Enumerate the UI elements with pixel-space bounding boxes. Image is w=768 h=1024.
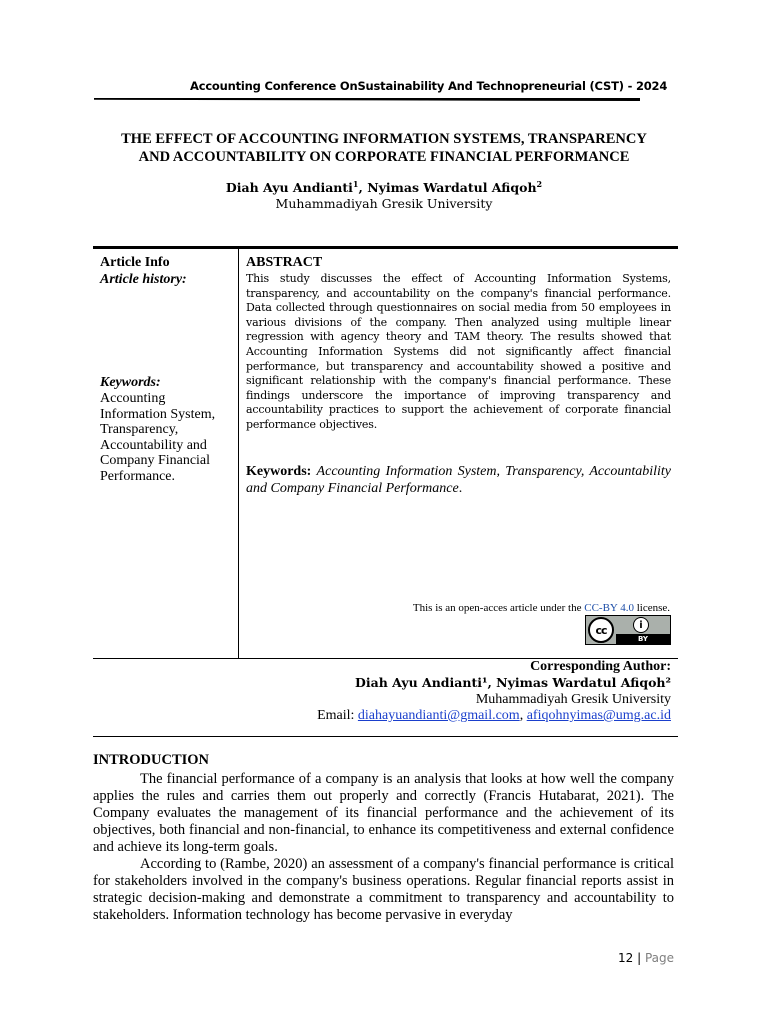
abstract-heading: ABSTRACT [246,255,323,270]
corresponding-author-emails [171,708,671,724]
introduction-heading: INTRODUCTION [93,752,210,768]
author-2: Nyimas Wardatul Afiqoh [367,180,537,195]
running-header: Accounting Conference OnSustainability And Technopreneurial (CST) - 2024 [190,79,668,93]
page-number: 12 [617,951,634,965]
by-label: BY [616,634,670,644]
license-link[interactable]: CC-BY 4.0 [584,602,634,614]
article-info-keywords-heading: Keywords: [100,375,161,390]
paper-title [94,130,674,166]
author-sep: , [358,180,368,195]
abstract-text: This study discusses the effect of Accounting Information Systems, transparency, and accountability on the company's financial performance. Data collected through questionnaires on social media from 50 employees in various divisions of the company. Then analyzed using multiple linear regression with agency theory and TAM theory. The results showed that Accounting Information Systems did not significantly affect financial performance, but transparency and accountability showed a positive and significant relationship with the company's financial performance. These findings underscore the importance of improving transparency and accountability practices to support the achievement of corporate financial performance objectives. [246,272,671,431]
corresponding-author-affiliation: Muhammadiyah Gresik University [475,691,671,707]
author-1-sup: 1 [352,178,359,189]
table-column-separator [238,249,239,659]
license-note [413,602,670,614]
page-separator: | [633,951,645,965]
abstract-keywords [246,463,671,497]
header-rule [94,98,640,101]
table-top-rule [93,246,678,249]
corresponding-author-block [171,659,671,724]
introduction-paragraph-2: According to (Rambe, 2020) an assessment of a company's financial performance is critical for stakeholders involved in the company's business operations. Regular financial reports assist in strategic decision-making and demonstrate a commitment to transparency and accountability to stakeholders. Information technology has become pervasive in everyday [93,856,674,923]
page-label: Page [644,951,674,965]
license-prefix: This is an open-acces article under the [412,602,585,614]
article-info-heading: Article Info [100,255,170,270]
introduction-body [93,771,674,924]
abstract-keywords-text: Accounting Information System, Transparency, Accountability and Company Financial Performance [246,464,672,496]
email-link-2[interactable]: afiqohnyimas@umg.ac.id [526,707,671,723]
attribution-icon: i [633,617,649,633]
author-2-sup: 2 [536,178,543,189]
introduction-paragraph-1: The financial performance of a company is an analysis that looks at how well the company applies the rules and carries them out properly and correctly (Francis Hutabarat, 2021). The Company evaluates the management of its financial performance and the achievement of its objectives, both financial and non-financial, to enhance its competitiveness and external confidence and achieve its long-term goals. [93,771,674,855]
cc-icon: cc [588,617,614,643]
email-label: Email: [317,707,358,723]
license-suffix: license. [633,602,670,614]
title-line-1: THE EFFECT OF ACCOUNTING INFORMATION SYSTEMS, TRANSPARENCY [121,131,647,147]
title-line-2: AND ACCOUNTABILITY ON CORPORATE FINANCIAL PERFORMANCE [138,149,630,165]
author-list [94,180,674,195]
abstract-keywords-label: Keywords: [246,464,312,479]
email-link-1[interactable]: diahayuandianti@gmail.com [357,707,520,723]
corresponding-author-names: Diah Ayu Andianti¹, Nyimas Wardatul Afiqoh² [355,675,671,691]
corresponding-author-label: Corresponding Author: [530,659,671,674]
page-footer [618,951,674,965]
article-info-keywords: Accounting Information System, Transparency, Accountability and Company Financial Performance. [100,391,216,484]
table-bottom-rule [93,736,678,737]
abstract-keywords-period: . [458,481,463,496]
author-affiliation: Muhammadiyah Gresik University [275,196,493,211]
author-1: Diah Ayu Andianti [225,180,353,195]
email-separator: , [519,707,527,723]
cc-by-badge[interactable] [585,615,671,645]
article-history-label: Article history: [100,272,187,287]
